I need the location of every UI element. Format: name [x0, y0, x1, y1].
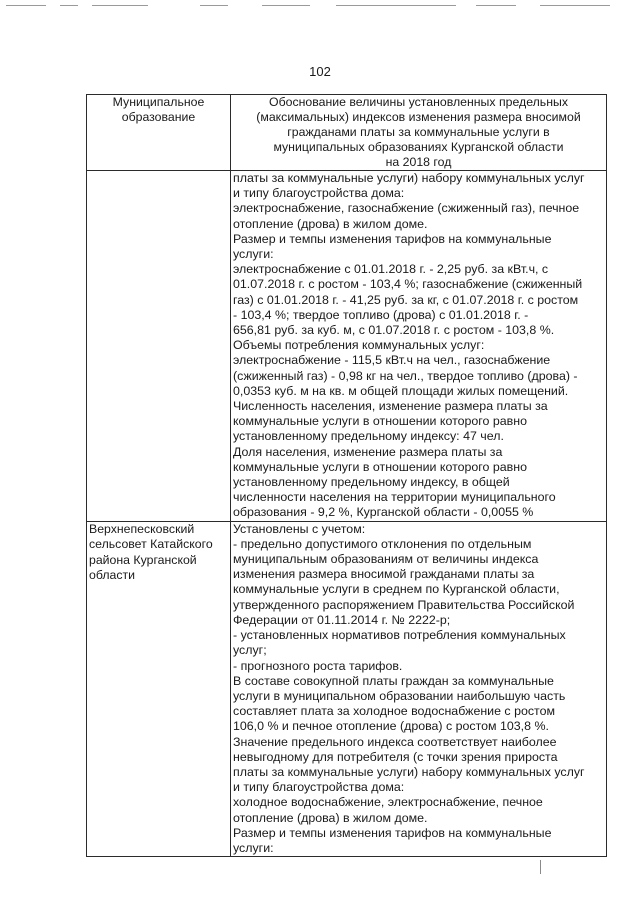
page-number: 102 [309, 64, 331, 79]
text-line: Объемы потребления коммунальных услуг: [233, 338, 485, 353]
text-line: 656,81 руб. за куб. м, с 01.07.2018 г. с ростом - 103,8 %. [233, 323, 555, 338]
text-line: составляет плата за холодное водоснабжение с ростом [233, 704, 555, 719]
header-justification: Обоснование величины установленных предельных (максимальных) индексов изменения размера вносимой гражданами платы за коммунальные услуги в муниципальных образованиях Курганской области на 2018 год [231, 95, 607, 171]
text-line: образования - 9,2 %, Курганской области - 0,0055 % [233, 505, 534, 520]
text-line: электроснабжение с 01.01.2018 г. - 2,25 руб. за кВт.ч, с [233, 262, 549, 277]
justification-cell [231, 171, 607, 522]
text-line: Значение предельного индекса соответствует наиболее [233, 734, 557, 749]
municipality-cell: Верхнепесковский сельсовет Катайского района Курганской области [87, 521, 231, 856]
justification-cell [231, 521, 607, 856]
text-line: муниципальным образованиям от величины индекса [233, 552, 539, 567]
text-line: установленному предельному индексу: 47 чел. [233, 429, 504, 444]
text-line: Доля населения, изменение размера платы за [233, 444, 503, 459]
text-line: газ) с 01.01.2018 г. - 41,25 руб. за кг, с 01.07.2018 г. с ростом [233, 292, 579, 307]
text-line: услуги: [233, 840, 274, 855]
text-line: - предельно допустимого отклонения по отдельным [233, 536, 532, 551]
text-line: коммунальные услуги в отношении которого равно [233, 459, 527, 474]
text-line: услуги в муниципальном образовании наибольшую часть [233, 688, 566, 703]
text-line: 01.07.2018 г. с ростом - 103,4 %; газоснабжение (сжиженный [233, 277, 583, 292]
text-line: (сжиженный газ) - 0,98 кг на чел., твердое топливо (дрова) - [233, 368, 578, 383]
table-row [87, 171, 607, 522]
text-line: коммунальные услуги в отношении которого равно [233, 414, 527, 429]
text-line: электроснабжение, газоснабжение (сжиженный газ), печное [233, 201, 580, 216]
table-header-row [87, 95, 607, 171]
text-line: Численность населения, изменение размера платы за [233, 399, 548, 414]
text-line: и типу благоустройства дома: [233, 780, 405, 795]
text-line: утвержденного распоряжением Правительства Российской [233, 597, 575, 612]
table-row [87, 521, 607, 856]
text-line: услуг; [233, 643, 267, 658]
text-line: Установлены с учетом: [233, 521, 366, 536]
header-municipality: Муниципальное образование [87, 95, 231, 171]
text-line: 0,0353 куб. м на кв. м общей площади жилых помещений. [233, 383, 569, 398]
text-line: платы за коммунальные услуги) набору коммунальных услуг [233, 171, 585, 185]
text-line: численности населения на территории муниципального [233, 490, 556, 505]
text-line: изменения размера вносимой гражданами платы за [233, 567, 535, 582]
municipality-cell [87, 171, 231, 522]
text-line: платы за коммунальные услуги) набору коммунальных услуг [233, 764, 585, 779]
text-line: 106,0 % и печное отопление (дрова) с ростом 103,8 %. [233, 719, 549, 734]
text-line: установленному предельному индексу, в общей [233, 475, 510, 490]
text-line: - установленных нормативов потребления коммунальных [233, 628, 566, 643]
text-line: и типу благоустройства дома: [233, 186, 405, 201]
text-line: - 103,4 %; твердое топливо (дрова) с 01.01.2018 г. - [233, 307, 529, 322]
text-line: отопление (дрова) в жилом доме. [233, 810, 428, 825]
text-line: электроснабжение - 115,5 кВт.ч на чел., газоснабжение [233, 353, 551, 368]
scan-top-edge [0, 0, 640, 12]
text-line: невыгодному для потребителя (с точки зрения прироста [233, 749, 558, 764]
text-line: услуги: [233, 247, 274, 262]
text-line: коммунальные услуги в среднем по Курганской области, [233, 582, 560, 597]
text-line: - прогнозного роста тарифов. [233, 658, 403, 673]
text-line: холодное водоснабжение, электроснабжение, печное [233, 795, 543, 810]
text-line: Размер и темпы изменения тарифов на коммунальные [233, 825, 552, 840]
text-line: Федерации от 01.11.2014 г. № 2222-р; [233, 612, 451, 627]
justification-table [86, 94, 607, 857]
scan-mark [540, 860, 541, 874]
text-line: В составе совокупной платы граждан за коммунальные [233, 673, 554, 688]
text-line: Размер и темпы изменения тарифов на коммунальные [233, 231, 552, 246]
text-line: отопление (дрова) в жилом доме. [233, 216, 428, 231]
